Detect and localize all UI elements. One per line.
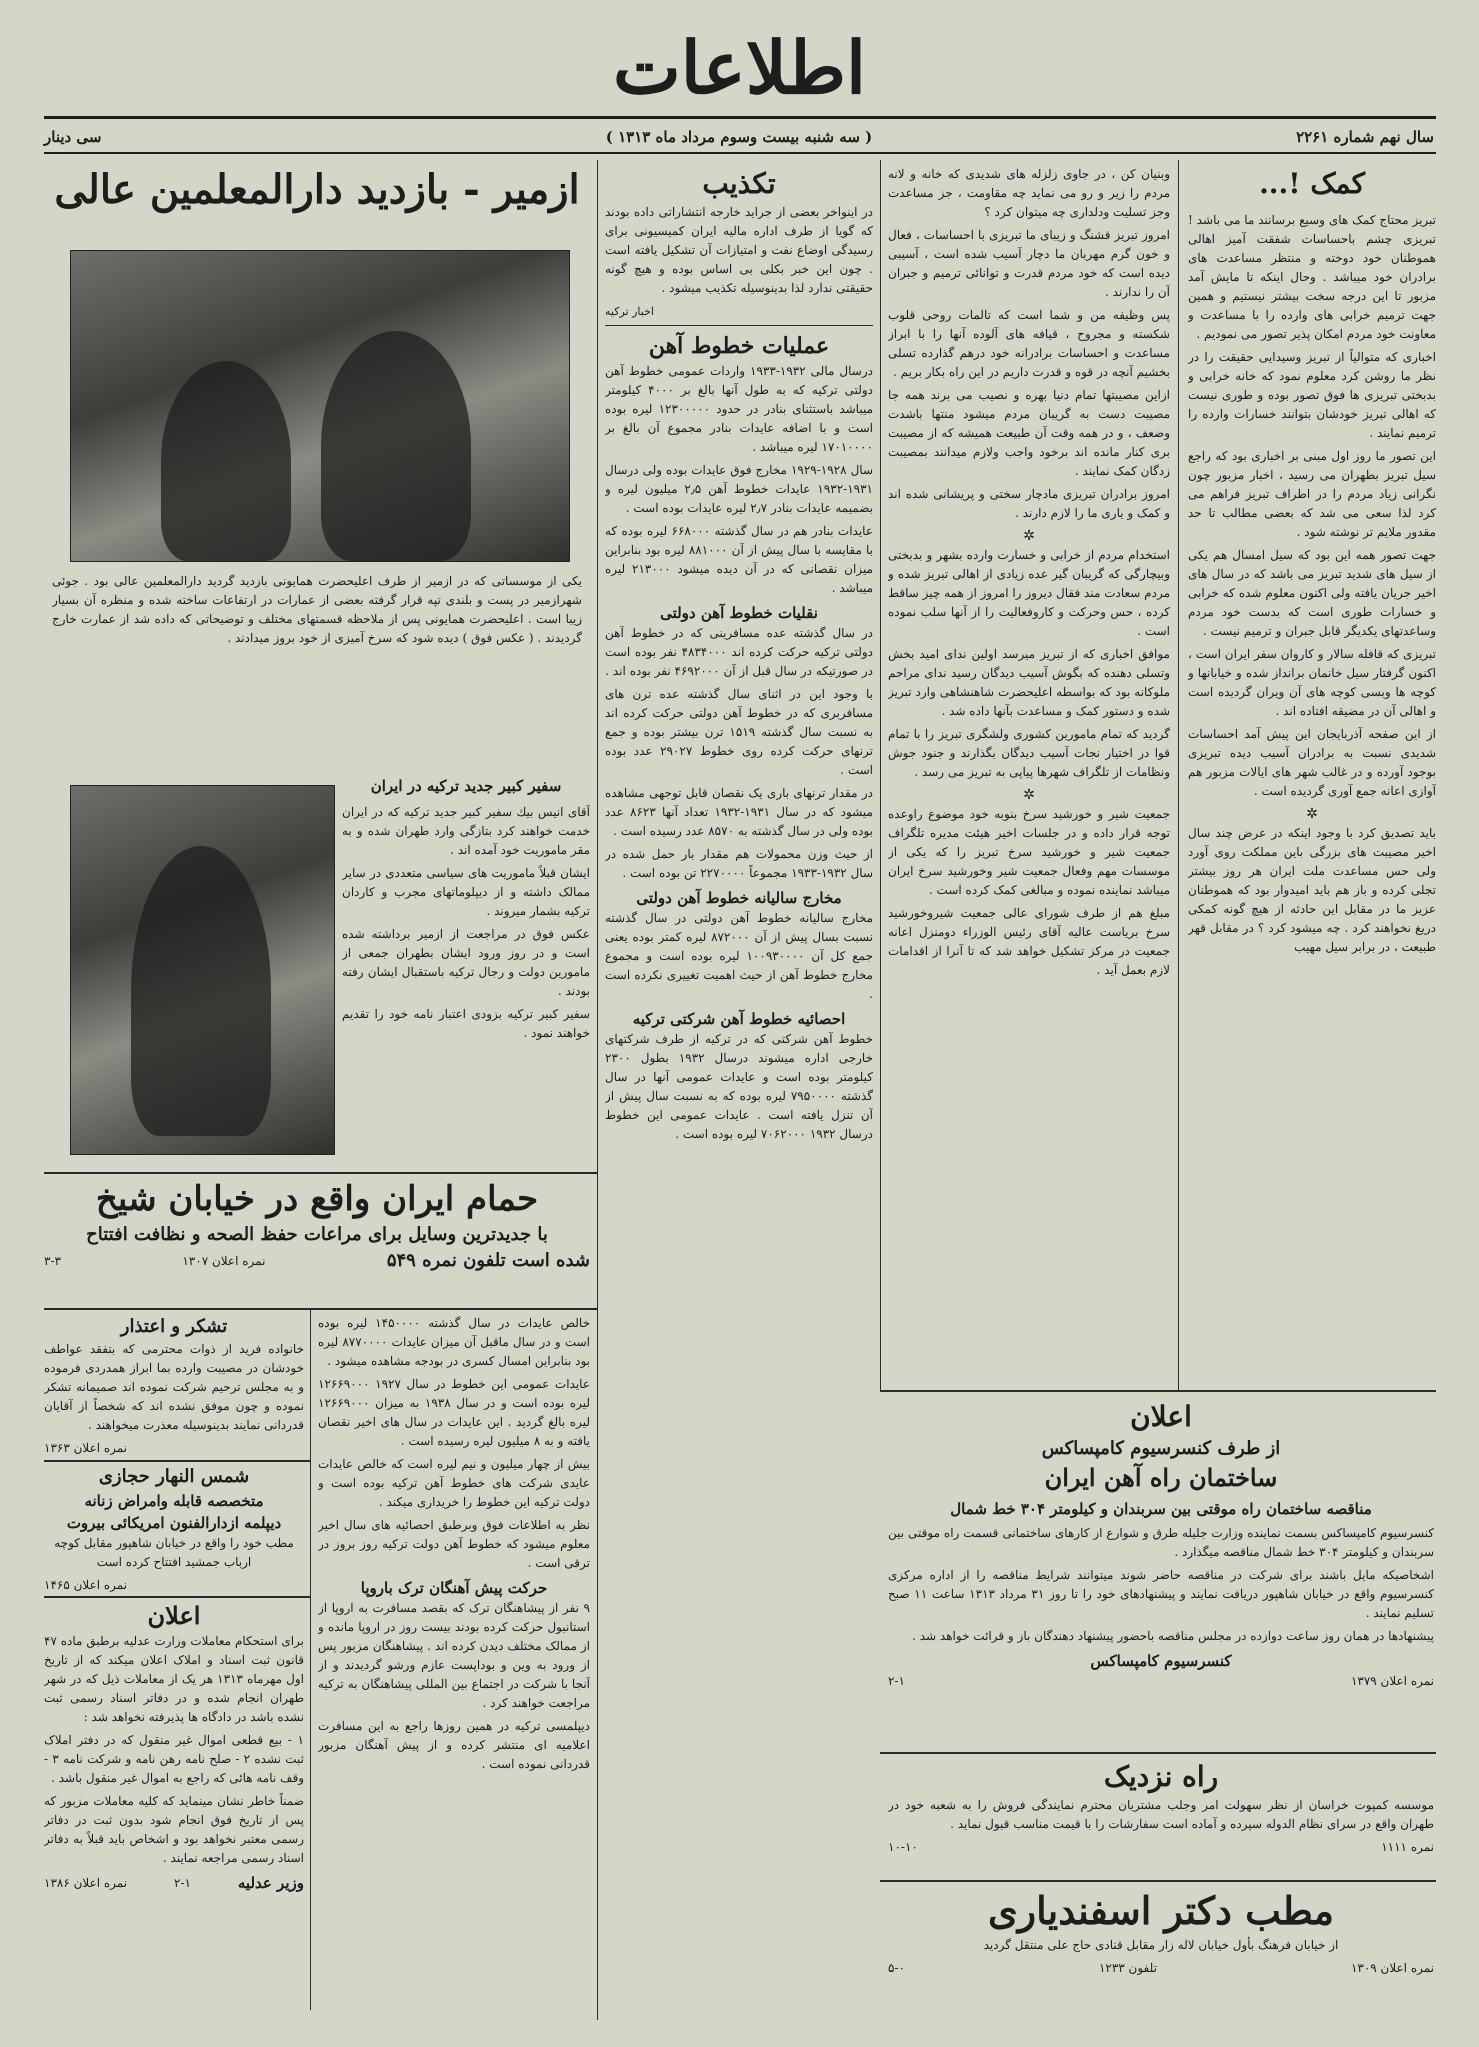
column-divider <box>310 1310 311 2010</box>
section-rule <box>44 1460 310 1462</box>
article-paragraph: مخارج سالیانه خطوط آهن دولتی در سال گذشته نسبت بسال پیش از آن ۸۷۲۰۰۰ لیره کمتر بوده یعنی جمع کل آن ۱۰۰۹۳۰۰۰۰ لیره بوده است و مجموع مخارج خطوط آهن از حیث اهمیت تغییری نکرده است . <box>605 911 873 1001</box>
section-rule <box>44 1596 310 1598</box>
article-paragraph: امروز تبریز قشنگ و زیبای ما تبریزی با احساسات ، فعال و خون گرم مهربان ما دچار آسیب شده است ، آسیبی دیده است که خود مردم قدرت و توانائی ترمیم و جبران آن را ندارند . <box>888 228 1170 299</box>
article-paragraph: ۹ نفر از پیشاهنگان ترک که بقصد مسافرت به اروپا از استانبول حرکت کرده بودند بیست روز در اروپا مانده و از ممالک مختلف دیدن کرده اند . پیشاهنگان مزبور پس از ورود به وین و بوداپست عازم ورشو گردیدند و از آنجا با شرکت در اجتماع بین المللی پیشاهنگان به ترکیه مراجعت خواهند کرد . <box>318 1601 590 1710</box>
article-paragraph: ازاین مصیبتها تمام دنیا بهره و نصیب می برند همه جا مصیبت دست به گریبان مردم میشود منتها باشدت وضعف ، و در همه وقت آن طبیعت همیشه که از مصیبت بری کنار مانده اند برخود واجب ولازم میدانند بمصیبت زدگان کمک نمایند . <box>888 388 1170 478</box>
article-help <box>1188 165 1436 1385</box>
notice-count: ۲-۱ <box>174 1875 191 1890</box>
article-paragraph: خطوط آهن شرکتی که در ترکیه از طرف شرکتهای خارجی اداره میشوند درسال ۱۹۳۲ بطول ۲۳۰۰ کیلومتر بوده است و عایدات عمومی آنها در سال گذشته ۷۹۵۰۰۰۰ لیره بوده که به نسبت سال پیش از آن تنزل یافته است . عایدات عمومی این خطوط درسال ۱۹۳۲ ۷۰۶۲۰۰۰ لیره بوده است . <box>605 1032 873 1141</box>
article-paragraph: موافق اخباری که از تبریز میرسد اولین ندای امید بخش وتسلی دهنده که بگوش آسیب دیدگان رسید ندای مراحم ملوکانه بود که بواسطه اعلیحضرت شاهنشاهی وارد تبریز شده و دستور کمک و مساعدت بآنها داده شد . <box>888 647 1170 718</box>
article-paragraph: امروز برادران تبریزی مادچار سختی و پریشانی شده اند و کمک و یاری ما را لازم دارند . <box>888 487 1170 520</box>
thanks-title: تشکر و اعتذار <box>120 1316 228 1337</box>
article-paragraph: عایدات عمومی این خطوط در سال ۱۹۲۷ ۱۲۶۶۹۰۰۰ لیره بوده است و در سال ۱۹۳۸ به میزان ۱۲۶۶۹۰۰۰ لیره بالغ گردید . این عایدات در سال های اخیر نقصان یافته و به ۸ میلیون لیره رسیده است . <box>318 1377 590 1448</box>
article-paragraph: نظر به اطلاعات فوق وبرطبق احصائیه های سال اخیر معلوم میشود که خطوط آهن دولت ترکیه روز بروز در ترقی است . <box>318 1518 590 1570</box>
column-divider <box>880 160 881 1390</box>
transport-title: نقلیات خطوط آهن دولتی <box>660 604 818 622</box>
photo-figure <box>161 361 291 561</box>
article-paragraph: مطب خود را واقع در خیابان شاهپور مقابل کوچه ارباب جمشید افتتاح کرده است <box>54 1536 294 1569</box>
article-paragraph: سفیر کبیر ترکیه بزودی اعتبار نامه خود را تقدیم خواهند نمود . <box>342 1007 590 1040</box>
article-paragraph: گردید که تمام مامورین کشوری ولشگری تبریز را با تمام قوا در اختیار نجات آسیب دیدگان بگذارند و جنود جوش ونظامات از تلگراف شهرها پیاپی به تبریز می رسد . <box>888 727 1170 779</box>
notice-count: ۲-۱ <box>888 1674 905 1688</box>
notice-paragraph: کنسرسیوم کامپساکس بسمت نماینده وزارت جلیله طرق و شوارع از کارهای ساختمانی قسمت راه موقتی بین سربندان و کیلومتر ۳۰۴ خط شمال مناقصه میگذارد . <box>888 1526 1434 1559</box>
star-ornament: ✲ <box>1023 528 1035 544</box>
notice-paragraph: از خیابان فرهنگ بأول خیابان لاله زار مقابل قنادی حاج علی منتقل گردید <box>983 1938 1339 1952</box>
article-paragraph: وبنیان کن ، در جاوی زلزله های شدیدی که خانه و لانه مردم را زیر و رو می نماید چه مقاومت ، جز مساعدت وجز تسلیت ودلداری چه میتوان کرد ؟ <box>888 167 1170 219</box>
column-divider <box>1178 160 1179 1390</box>
notice-org: ساختمان راه آهن ایران <box>1044 1463 1278 1492</box>
star-ornament: ✲ <box>1306 806 1318 822</box>
article-budget <box>318 1314 590 2010</box>
thanks-notice <box>44 1314 304 1459</box>
article-paragraph: این تصور ما روز اول مبنی بر اخباری بود که راجع سیل تبریز بطهران می رسید ، اخبار مزبور چون نگرانی زیاد مردم را در اطراف تبریز فراهم می کرد لذا سعی می شد که بعضی مطالب تا حد مقدور ملایم تر نوشته شود . <box>1188 449 1436 539</box>
justice-notice <box>44 1600 304 2010</box>
notice-ref: نمره اعلان ۱۳۶۳ <box>44 1441 128 1455</box>
doctor-diploma: دیپلمه ازدارالفنون امریکائی بیروت <box>66 1514 282 1532</box>
article-paragraph: با وجود این در اثنای سال گذشته عده ترن های مسافربری که در خطوط آهن دولتی حرکت کرده اند به نسبت سال گذشته ۱۵۱۹ ترن بیشتر بوده و جمع ترنهای حرکت کرده روی خطوط ۲۹۰۲۷ عدد بوده است . <box>605 687 873 777</box>
article-ambassador <box>342 775 590 1165</box>
doctor-hejazi-ad <box>44 1464 304 1594</box>
notice-ref: نمره اعلان ۱۳۸۶ <box>44 1875 128 1890</box>
article-paragraph: پس وظیفه من و شما است که تالمات روحی قلوب شکسته و مجروح ، قیافه های آلوده آنها را با ابراز مساعدت و احساسات برادرانه خود درهم گذارده تسلی بخشیم آنچه در قوه و قدرت داریم در این راه بکار بریم . <box>888 308 1170 379</box>
section-rule <box>44 1308 597 1310</box>
notice-signature: کنسرسیوم کامپساکس <box>1090 1652 1232 1670</box>
notice-road-title: راه نزدیک <box>1103 1760 1219 1793</box>
section-rule <box>880 1390 1436 1392</box>
article-railways <box>605 165 873 2010</box>
article-paragraph: استخدام مردم از خرابی و خسارت وارده بشهر و بدبختی وبیچارگی که گریبان گیر عده زیادی از اهالی تبریز شده و مردم سعادت مند فقال دیروز را امروز از همه چیز ساقط کرده ، حس وحرکت و کاروفعالیت را از آنها سلب نموده است . <box>888 548 1170 638</box>
news-source: اخبار ترکیه <box>605 305 654 318</box>
article-paragraph: اخباری که متوالیاً از تبریز وسیدایی حقیقت را در نظر ما روشن کرد معلوم نمود که خانه خرابی و بدبختی تبریزی ها فوق تصور بوده و طوری نیست که اهالی تبریز خودشان بتوانند خسارات وارده را ترمیم نمایند . <box>1188 350 1436 440</box>
notice-ref: نمره ۱۱۱۱ <box>1381 1840 1434 1854</box>
bath-ad-count: ۳-۳ <box>44 1253 61 1268</box>
article-paragraph: خالص عایدات در سال گذشته ۱۴۵۰۰۰۰ لیره بوده است و در سال ماقبل آن میزان عایدات ۸۷۷۰۰۰۰ لیره بود بنابراین امسال کسری در بودجه مشاهده میشود . <box>318 1316 590 1368</box>
article-paragraph: تبریز محتاج کمک های وسیع برسانند ما می باشد ! تبریزی چشم باحساسات شفقت آمیز اهالی هموطنان خود دوخته و منتظر مساعدت های برادران خود میباشد . وحال اینکه تا مایش آمد مزبور تا این درجه سخت بیشتر نیستیم و همین جهت ترمیم خرابی های وارده را با مساعدت و معاونت خود مردم امکان پذیر تصور می نمودیم . <box>1188 213 1436 341</box>
notice-from: از طرف کنسرسیوم کامپساکس <box>1041 1438 1281 1459</box>
izmir-visit-photo <box>70 250 570 562</box>
doctor-esfandiari-title: مطب دکتر اسفندیاری <box>987 1888 1335 1933</box>
notice-ref: نمره اعلان ۱۳۰۹ <box>1350 1961 1434 1975</box>
article-paragraph: دیپلمسی ترکیه در همین روزها راجع به این مسافرت اعلامیه ای منتشر کرده و از پیش آهنگان مزبور قدردانی نموده است . <box>318 1719 590 1771</box>
section-rule <box>605 325 873 326</box>
article-paragraph: تبریزی که قافله سالار و کاروان سفر ایران است ، اکنون گرفتار سیل خانمان برانداز شده و خیابانها و کوچه ها وبسی کوچه های آن ویران گردیده است و اهالی آن در مضیقه افتاده اند . <box>1188 647 1436 718</box>
ambassador-title: سفیر کبیر جدید ترکیه در ایران <box>370 777 562 795</box>
photo-figure <box>321 331 471 561</box>
article-paragraph: برای استحکام معاملات وزارت عدلیه برطبق ماده ۴۷ قانون ثبت اسناد و املاک اعلان میکند که از تاریخ اول مهرماه ۱۳۱۳ هر یک از معاملات ذیل که در شهر طهران انجام شده و در دفاتر اسناد رسمی ثبت نشده باشد در دادگاه ها پذیرفته نخواهد شد : <box>44 1634 304 1724</box>
article-paragraph: در مقدار ترنهای باری یک نقصان قابل توجهی مشاهده میشود که در سال ۱۹۳۱-۱۹۳۲ تعداد آنها ۸۶۲۳ عدد بوده ولی در سال گذشته به ۸۵۷۰ عدد رسیده است . <box>605 786 873 838</box>
notice-ref: نمره اعلان ۱۳۷۹ <box>1350 1674 1434 1688</box>
ambassador-photo <box>70 785 335 1155</box>
stats-title: احصائیه خطوط آهن شرکتی ترکیه <box>632 1010 846 1028</box>
railway-ops-title: عملیات خطوط آهن <box>648 333 830 359</box>
bath-ad-title: حمام ایران واقع در خیابان شیخ <box>95 1179 539 1219</box>
article-paragraph: ۱ - بیع قطعی اموال غیر منقول که در دفتر املاک ثبت نشده ۲ - صلح نامه رهن نامه و شرکت نامه ۳ - وقف نامه هائی که راجع به اموال غیر منقول باشد . <box>44 1733 304 1785</box>
article-flood <box>888 165 1170 1385</box>
izmir-visit-title: ازمیر - بازدید دارالمعلمین عالی <box>54 166 580 213</box>
masthead-rule-bottom <box>44 152 1436 154</box>
article-paragraph: ایشان قبلاً ماموریت های سیاسی متعددی در سایر ممالک داشته و از دیپلوماتهای مجرب و کاردان ترکیه بشمار میروند . <box>342 866 590 918</box>
article-paragraph: از این صفحه آذربایجان این پیش آمد احساسات شدیدی نسبت به برادران آسیب دیده تبریزی بوجود آورده و در غالب شهر های ایالات مزبور هم آوازی اعانه جمع آوری گردیده است . <box>1188 727 1436 798</box>
masthead-title: اطلاعات <box>613 25 866 110</box>
notice-count: ۱۰-۱۰ <box>888 1840 918 1854</box>
section-rule <box>880 1752 1436 1754</box>
section-rule <box>44 1172 597 1174</box>
article-paragraph: سال ۱۹۲۸-۱۹۲۹ مخارج فوق عایدات بوده ولی درسال ۱۹۳۱-۱۹۳۲ عایدات خطوط آهن ۲٫۵ میلیون لیره و بضمیمه عایدات بنادر ۲٫۷ لیره عایدات بوده است . <box>605 463 873 515</box>
issue-price: سی دینار <box>44 128 102 146</box>
photo-figure <box>131 846 271 1136</box>
bath-ad-phone: شده است تلفون نمره ۵۴۹ <box>386 1250 590 1271</box>
article-paragraph: مبلغ هم از طرف شورای عالی جمعیت شیروخورشید سرخ بریاست عالیه آقای رئیس الوزراء دومنزل اعانه جمعیت در مرکز تشکیل خواهد شد که تا آنرا از اقدامات لازم بعمل آید . <box>888 906 1170 977</box>
column-divider <box>597 160 598 2020</box>
article-paragraph: خانواده فرید از ذوات محترمی که بتفقد عواطف خودشان در مصیبت وارده بما ابراز همدردی فرموده و به مجلس ترحیم شرکت نموده اند صمیمانه تشکر نموده و چون موفق نشده اند که شخصاً از آقایان قدردانی نمایند بدینوسیله معذرت میخواهند . <box>44 1342 304 1432</box>
article-help-title: کمک !... <box>1259 167 1365 200</box>
bath-ad-line: با جدیدترین وسایل برای مراعات حفظ الصحه و نظافت افتتاح <box>86 1224 548 1245</box>
bath-ad <box>44 1176 590 1306</box>
article-paragraph: بیش از چهار میلیون و نیم لیره است که خالص عایدات عایدی شرکت های خطوط آهن ترکیه بوده است و دولت ترکیه این خطوط را خریداری میکند . <box>318 1457 590 1509</box>
issue-number: سال نهم شماره ۲۲۶۱ <box>1296 128 1434 146</box>
article-paragraph: جهت تصور همه این بود که سیل امسال هم یکی از سیل های شدید تبریز می باشد که در سال های اخیر جریان یافته ولی اکنون معلوم شده که خرابی و خسارات طوری است که بدست خود مردم وساعدتهای یکدیگر قابل جبران و ترمیم نیست . <box>1188 548 1436 638</box>
doctor-specialty: متخصصه قابله وامراض زنانه <box>84 1492 264 1510</box>
notice-title: اعلان <box>1130 1400 1192 1433</box>
article-paragraph: آقای انیس بیك سفیر کبیر جدید ترکیه که در ایران خدمت خواهند کرد بتازگی وارد طهران شده و به مقر ماموریت خود آمده اند . <box>342 805 590 857</box>
izmir-visit-caption <box>52 572 582 742</box>
issue-date: ( سه شنبه بیست وسوم مرداد ماه ۱۳۱۳ ) <box>605 128 873 146</box>
article-paragraph: جمعیت شیر و خورشید سرخ بنوبه خود موضوع راوعده توجه قرار داده و در جلسات اخیر هیئت مدیره تلگراف جمعیت شیر و خورشید سرخ تبریز را که یکی از موسسات مهم وفعال جمعیت شیر وخورشید سرخ ایران میباشد نماینده نموده و مبالغی کمک کرده است . <box>888 807 1170 897</box>
expense-title: مخارج سالیانه خطوط آهن دولتی <box>636 889 842 907</box>
dateline <box>44 124 1434 150</box>
bath-ad-ref: نمره اعلان ۱۳۰۷ <box>182 1253 266 1268</box>
article-paragraph: عکس فوق در مراجعت از ازمیر برداشته شده است و در روز ورود ایشان بطهران جمعی از مامورین دولت و رجال ترکیه باستقبال ایشان رفته بودند . <box>342 927 590 998</box>
justice-notice-title: اعلان <box>147 1601 201 1630</box>
photo-caption: یکی از موسساتی که در ازمیر از طرف اعلیحضرت همایونی بازدید گردید دارالمعلمین عالی بود . جوئی شهرازمیر در پست و بلندی تپه قرار گرفته بعضی از عمارات در ارتفاعات ساخته شده و منظره آن بسیار زیبا است . اعلیحضرت همایونی پس از ملاحظه قسمتهای مختلف و توضیحاتی که داده شد از عمارت خارج گردیدند . ( عکس فوق ) دیده شود که سرخ آمیزی از خود بروز میدادند . <box>52 574 582 645</box>
justice-signature: وزیر عدلیه <box>237 1874 304 1892</box>
notice-count: ۵-۰ <box>888 1961 905 1975</box>
article-paragraph: باید تصدیق کرد با وجود اینکه در عرض چند سال اخیر مصیبت های بزرگی باین مملکت روی آورد ولی حس مساعدت ملت ایران هر روز بیشتر تجلی کرده و باز هم باید امیدوار بود که هموطنان عزیز ما در مقابل این حادثه از هیچ گونه کمکی دریغ نخواهند کرد . چه میشود کرد ؟ در مقابل قهر طبیعت ، در برابر سیل مهیب <box>1188 826 1436 954</box>
notice-phone: تلفون ۱۲۳۳ <box>1098 1961 1157 1975</box>
article-paragraph: در اینواخر بعضی از جراید خارجه انتشاراتی داده بودند که گویا از طرف اداره مالیه ایران کمیسیونی برای رسیدگی اوضاع نفت و امتیازات آن تشکیل یافته است . چون این خبر بکلی بی اساس بوده و هیچ گونه حقیقتی ندارد لذا بدینوسیله تکذیب میشود . <box>605 205 873 295</box>
notice-paragraph: پیشنهادها در همان روز ساعت دوازده در مجلس مناقصه باحضور پیشنهاد دهندگان باز و قرائت خواهد شد . <box>912 1629 1434 1643</box>
star-ornament: ✲ <box>1023 787 1035 803</box>
denial-title: تکذیب <box>702 167 776 200</box>
notice-subtitle: مناقصه ساختمان راه موقتی بین سربندان و کیلومتر ۳۰۴ خط شمال <box>950 1500 1372 1518</box>
article-paragraph: در سال گذشته عده مسافرینی که در خطوط آهن دولتی ترکیه حرکت کرده اند ۴۸۳۴۰۰۰ نفر بوده است در صورتیکه در سال قبل از آن ۴۶۹۲۰۰۰ نفر بوده اند . <box>605 626 873 678</box>
scouts-title: حرکت پیش آهنگان ترک باروپا <box>360 1579 548 1597</box>
doctor-name: شمس النهار حجازی <box>98 1466 250 1487</box>
article-paragraph: از حیث وزن محمولات هم مقدار بار حمل شده در سال ۱۹۳۲-۱۹۳۳ مجموعاً ۲۲۷۰۰۰۰ تن بوده است . <box>605 847 873 880</box>
notice-paragraph: اشخاصیکه مایل باشند برای شرکت در مناقصه حاضر شوند میتوانند شرایط مناقصه را از اداره مرکزی کنسرسیوم واقع در خیابان شاهپور دریافت نمایند و پیشنهادهای خود را تا روز ۳۱ مرداد ۱۳۱۳ ساعت ۱۱ صبح تسلیم نمایند . <box>888 1568 1434 1620</box>
article-paragraph: درسال مالی ۱۹۳۲-۱۹۳۳ واردات عمومی خطوط آهن دولتی ترکیه که به طول آنها بالغ بر ۴۰۰۰ کیلومتر میباشد باستثنای بنادر در حدود ۱۲۳۰۰۰۰۰ لیره بوده است و با اضافه عایدات بنادر مجموع آن بالغ بر ۱۷۰۱۰۰۰۰ لیره میباشد . <box>605 364 873 454</box>
doctor-esfandiari-ad <box>888 1886 1434 2011</box>
section-rule <box>880 1880 1436 1882</box>
notice-paragraph: موسسه کمپوت خراسان از نظر سهولت امر وجلب مشتریان محترم نمایندگی فروش را به شعبه خود در طهران واقع در سرای نظام الدوله سپرده و آماده است سفارشات را با قیمت مناسب قبول نماید . <box>888 1798 1434 1831</box>
article-paragraph: ضمناً خاطر نشان مینماید که کلیه معاملات مزبور که پس از تاریخ فوق انجام شود بدون ثبت در دفاتر رسمی معتبر نخواهد بود و اشخاص باید قبلاً به دفاتر اسناد رسمی مراجعه نمایند . <box>44 1794 304 1865</box>
notice-road <box>888 1758 1434 1878</box>
article-paragraph: عایدات بنادر هم در سال گذشته ۶۶۸۰۰۰ لیره بوده که با مقایسه با سال پیش از آن ۸۸۱۰۰۰ لیره بود بنابراین میزان نقصانی که در آن دیده میشود ۲۱۳۰۰۰ لیره میباشد . <box>605 524 873 595</box>
masthead-rule-top <box>44 116 1436 119</box>
notice-ref: نمره اعلان ۱۴۶۵ <box>44 1578 128 1592</box>
notice-consortium <box>888 1398 1434 1748</box>
